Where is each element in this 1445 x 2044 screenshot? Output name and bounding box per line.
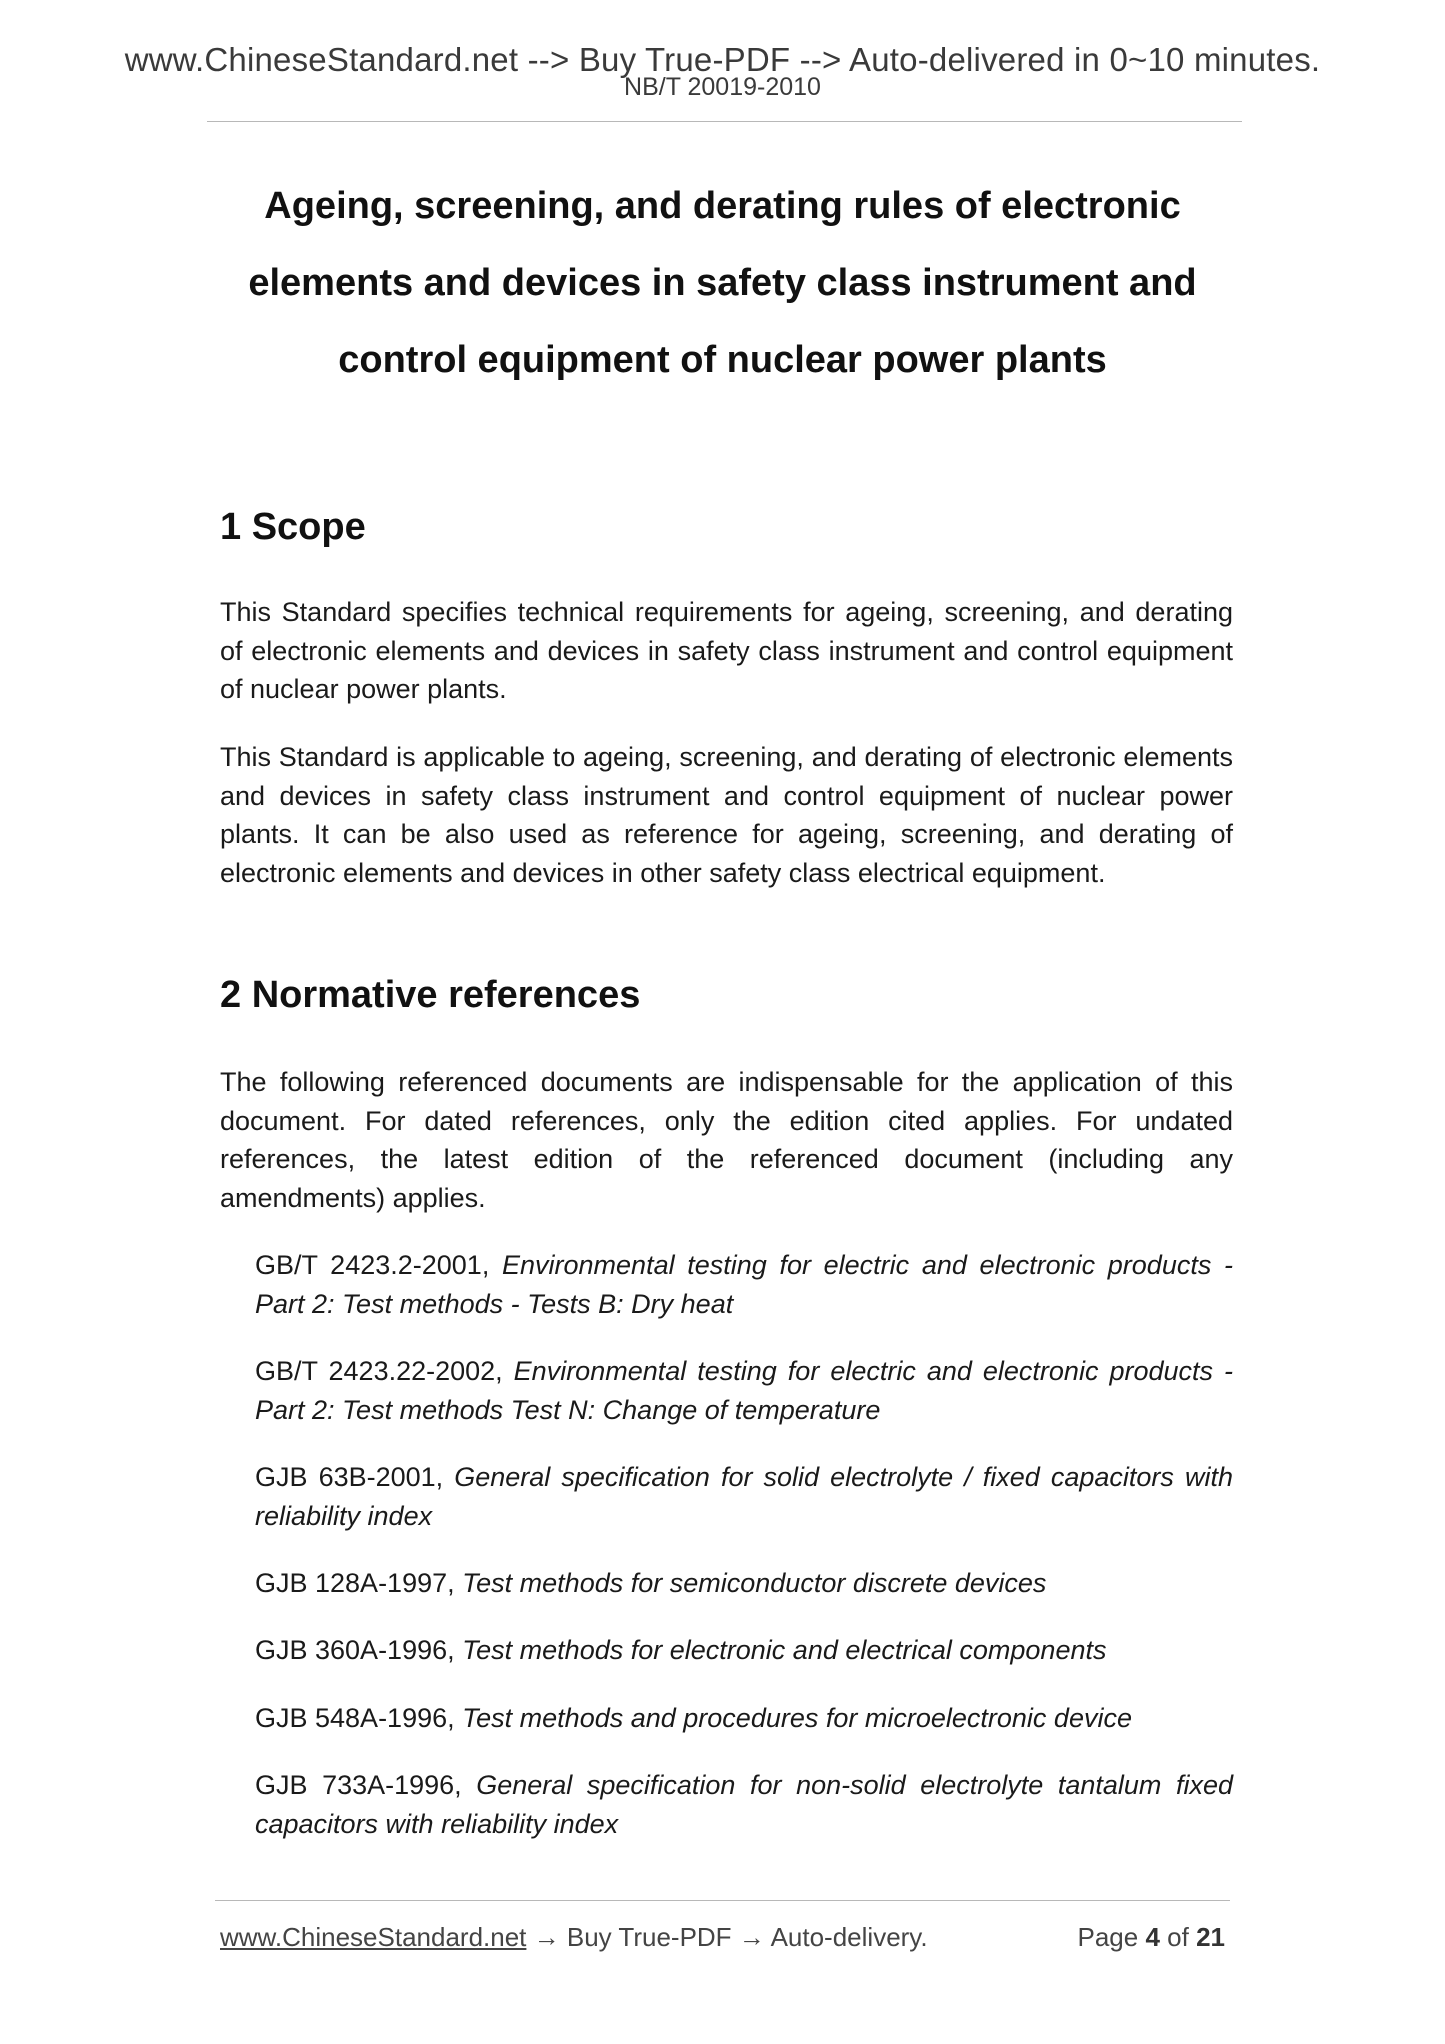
scope-paragraph-2: This Standard is applicable to ageing, screening, and derating of electronic elements and devices in safety class instrument and control equipment of nuclear power plants. It can be also used as reference for ageing, screening, and derating of electronic elements and devices in other safety class electrical equipment. [220,742,1233,888]
footer-tagline: → Buy True-PDF → Auto-delivery. [526,1922,928,1952]
page-indicator [1077,1921,1225,1953]
reference-item [255,1564,1233,1603]
footer-website-link[interactable]: www.ChineseStandard.net [220,1922,527,1952]
standard-code: NB/T 20019-2010 [624,73,821,101]
normative-intro-paragraph: The following referenced documents are indispensable for the application of this document. For dated references, only the edition cited applies. For undated references, the latest edition of the referenced document (including any amendments) applies. [220,1067,1233,1213]
reference-title: Test methods for semiconductor discrete devices [462,1568,1047,1598]
reference-title: Environmental testing for electric and electronic products - Part 2: Test methods - Tests B: Dry heat [255,1250,1233,1319]
scope-paragraph-1: This Standard specifies technical requirements for ageing, screening, and derating of electronic elements and devices in safety class instrument and control equipment of nuclear power plants. [220,597,1233,704]
reference-item [255,1766,1233,1843]
reference-title: General specification for solid electrolyte / fixed capacitors with reliability index [255,1462,1233,1531]
page-label: Page [1077,1922,1139,1952]
total-pages: 21 [1196,1922,1225,1952]
reference-item [255,1699,1233,1738]
reference-item [255,1458,1233,1535]
reference-code: GJB 128A-1997, [255,1568,463,1598]
reference-code: GJB 733A-1996, [255,1770,477,1800]
reference-title: Test methods for electronic and electrical components [462,1635,1107,1665]
reference-code: GJB 360A-1996, [255,1635,463,1665]
section-heading-normative-references: 2 Normative references [220,974,641,1016]
reference-title: General specification for non-solid electrolyte tantalum fixed capacitors with reliability index [255,1770,1233,1839]
reference-code: GJB 548A-1996, [255,1703,463,1733]
header-divider [207,121,1242,122]
reference-code: GB/T 2423.22-2002, [255,1356,514,1386]
page-footer [220,1921,1225,1953]
page-number: 4 [1145,1922,1160,1952]
document-title: Ageing, screening, and derating rules of electronic elements and devices in safety class instrument and control equipment of nuclear power plants [248,185,1197,381]
reference-code: GB/T 2423.2-2001, [255,1250,502,1280]
of-label: of [1167,1922,1189,1952]
reference-item [255,1631,1233,1670]
reference-code: GJB 63B-2001, [255,1462,455,1492]
reference-title: Test methods and procedures for microelectronic device [462,1703,1132,1733]
reference-title: Environmental testing for electric and electronic products - Part 2: Test methods Test N: Change of temperature [255,1356,1233,1425]
section-heading-scope: 1 Scope [220,506,366,548]
top-banner: www.ChineseStandard.net --> Buy True-PDF --> Auto-delivered in 0~10 minutes. [124,41,1321,78]
reference-item [255,1246,1233,1323]
footer-divider [215,1900,1230,1901]
reference-item [255,1352,1233,1429]
